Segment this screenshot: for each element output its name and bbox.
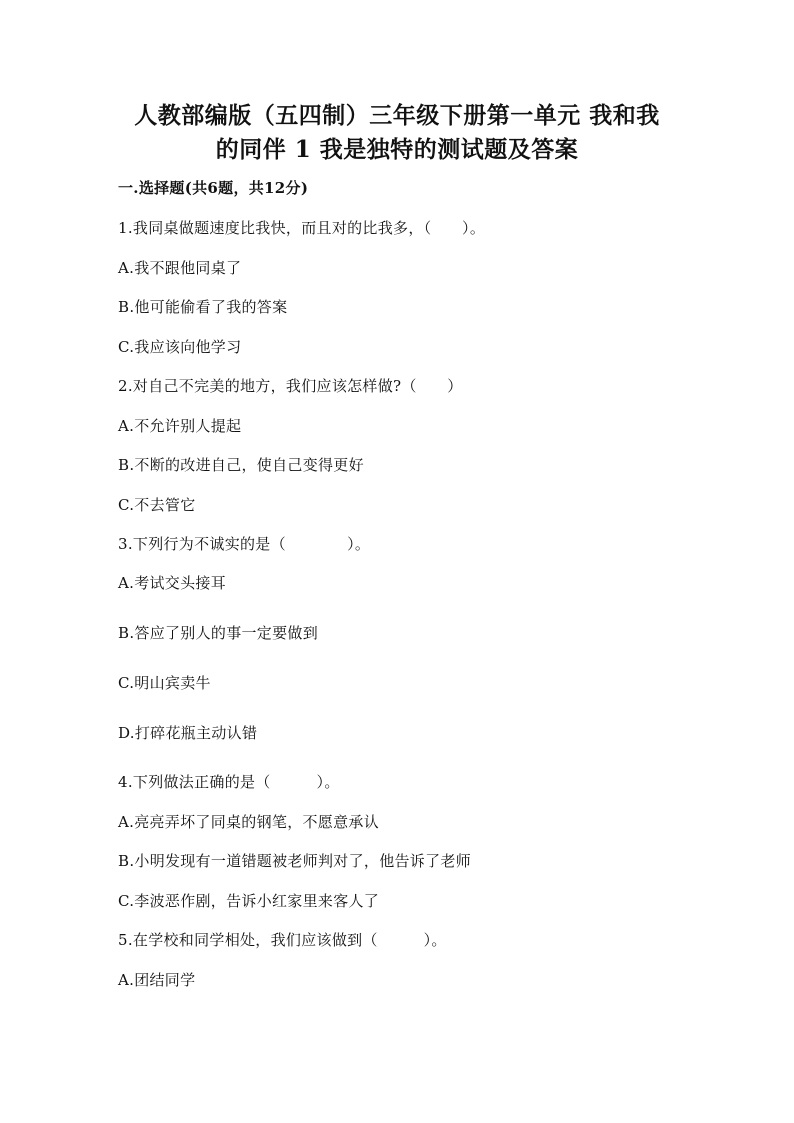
question-3-option-a: A.考试交头接耳 — [118, 574, 227, 592]
question-2-option-c: C.不去管它 — [118, 496, 196, 514]
question-2-option-b: B.不断的改进自己，使自己变得更好 — [118, 456, 364, 474]
question-1-option-b: B.他可能偷看了我的答案 — [118, 298, 288, 316]
document-title-line-2: 的同伴 1 我是独特的测试题及答案 — [215, 136, 579, 163]
document-title-line-1: 人教部编版（五四制）三年级下册第一单元 我和我 — [134, 102, 660, 129]
question-1-stem: 1.我同桌做题速度比我快，而且对的比我多，（ ）。 — [118, 219, 486, 237]
question-4-stem: 4.下列做法正确的是（ ）。 — [118, 773, 340, 791]
question-1-option-a: A.我不跟他同桌了 — [118, 259, 242, 277]
question-4-option-a: A.亮亮弄坏了同桌的钢笔，不愿意承认 — [118, 813, 380, 831]
section-heading: 一.选择题(共6题，共12分) — [118, 179, 309, 197]
question-1-option-c: C.我应该向他学习 — [118, 338, 242, 356]
question-4-option-b: B.小明发现有一道错题被老师判对了，他告诉了老师 — [118, 852, 471, 870]
question-3-option-d: D.打碎花瓶主动认错 — [118, 724, 258, 742]
question-3-option-c: C.明山宾卖牛 — [118, 674, 211, 692]
question-2-stem: 2.对自己不完美的地方，我们应该怎样做?（ ） — [118, 377, 463, 395]
question-5-stem: 5.在学校和同学相处，我们应该做到（ ）。 — [118, 931, 447, 949]
question-3-option-b: B.答应了别人的事一定要做到 — [118, 624, 318, 642]
question-3-stem: 3.下列行为不诚实的是（ ）。 — [118, 535, 371, 553]
question-4-option-c: C.李波恶作剧，告诉小红家里来客人了 — [118, 892, 380, 910]
question-2-option-a: A.不允许别人提起 — [118, 417, 242, 435]
question-5-option-a: A.团结同学 — [118, 971, 196, 989]
